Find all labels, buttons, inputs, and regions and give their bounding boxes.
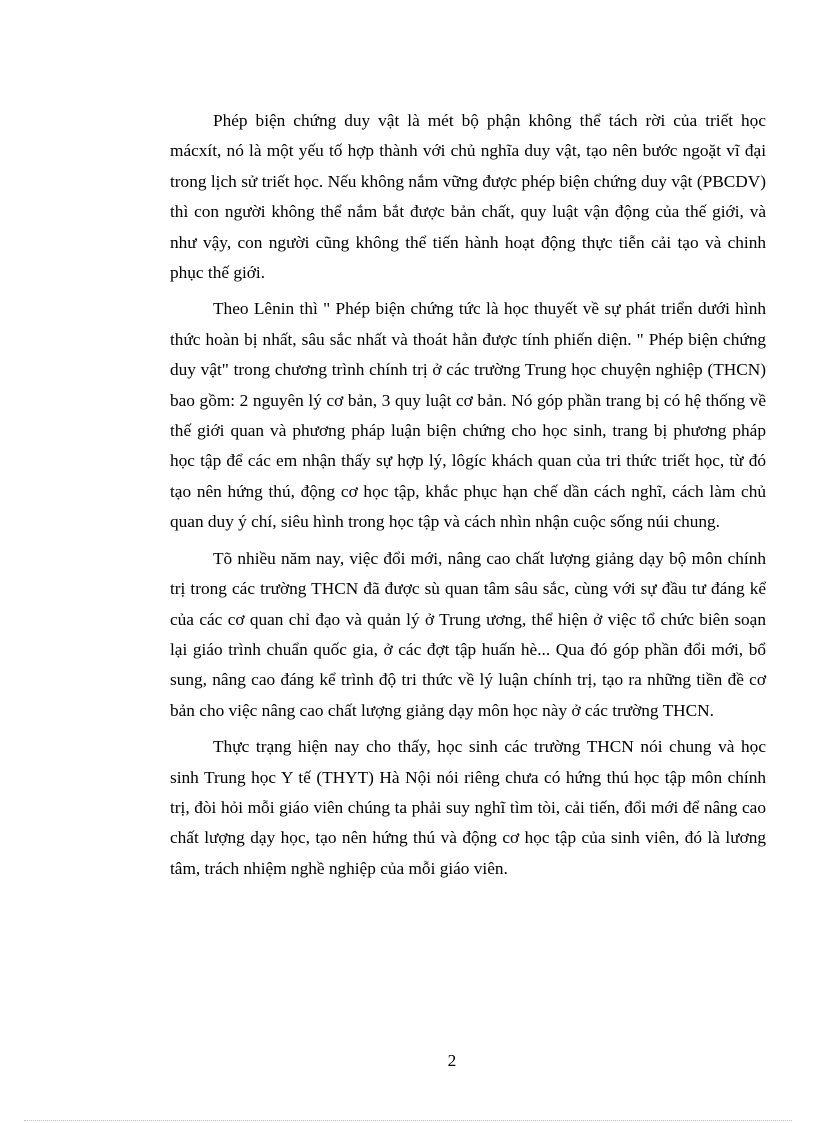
page-number: 2 (447, 1051, 457, 1070)
paragraph-3: Tõ nhiều năm nay, việc đổi mới, nâng cao chất lượng giảng dạy bộ môn chính trị trong các trường THCN đã được sù quan tâm sâu sắc, cùng với sự đầu tư đáng kể của các cơ quan chỉ đạo và quản lý ở Trung ương, thể hiện ở việc tổ chức biên soạn lại giáo trình chuẩn quốc gia, ở các đợt tập huấn hè... Qua đó góp phần đổi mới, bổ sung, nâng cao đáng kể trình độ tri thức về lý luận chính trị, tạo ra những tiền đề cơ bản cho việc nâng cao chất lượng giảng dạy môn học này ở các trường THCN. (170, 548, 766, 720)
paragraph-4: Thực trạng hiện nay cho thấy, học sinh các trường THCN nói chung và học sinh Trung học Y tế (THYT) Hà Nội nói riêng chưa có hứng thú học tập môn chính trị, đòi hỏi mỗi giáo viên chúng ta phải suy nghĩ tìm tòi, cải tiến, đổi mới để nâng cao chất lượng dạy học, tạo nên hứng thú và động cơ học tập của sinh viên, đó là lương tâm, trách nhiệm nghề nghiệp của mỗi giáo viên. (170, 737, 766, 878)
paragraph-1: Phép biện chứng duy vật là mét bộ phận không thể tách rời của triết học mácxít, nó là một yếu tố hợp thành với chủ nghĩa duy vật, tạo nên bước ngoặt vĩ đại trong lịch sử triết học. Nếu không nắm vững được phép biện chứng duy vật (PBCDV) thì con người không thể nắm bắt được bản chất, quy luật vận động của thế giới, và như vậy, con người cũng không thể tiến hành hoạt động thực tiễn cải tạo và chinh phục thế giới. (170, 111, 766, 283)
page-edge-divider (24, 1120, 792, 1121)
paragraph-2: Theo Lênin thì " Phép biện chứng tức là học thuyết về sự phát triển dưới hình thức hoàn bị nhất, sâu sắc nhất và thoát hẳn được tính phiến diện. " Phép biện chứng duy vật" trong chương trình chính trị ở các trường Trung học chuyện nghiệp (THCN) bao gồm: 2 nguyên lý cơ bản, 3 quy luật cơ bản. Nó góp phần trang bị có hệ thống về thế giới quan và phương pháp luận biện chứng cho học sinh, trang bị phương pháp học tập để các em nhận thấy sự hợp lý, lôgíc khách quan của tri thức triết học, từ đó tạo nên hứng thú, động cơ học tập, khắc phục hạn chế dần cách nghĩ, cách làm chủ quan duy ý chí, siêu hình trong học tập và cách nhìn nhận cuộc sống núi chung. (170, 299, 766, 532)
body-text (170, 106, 766, 890)
